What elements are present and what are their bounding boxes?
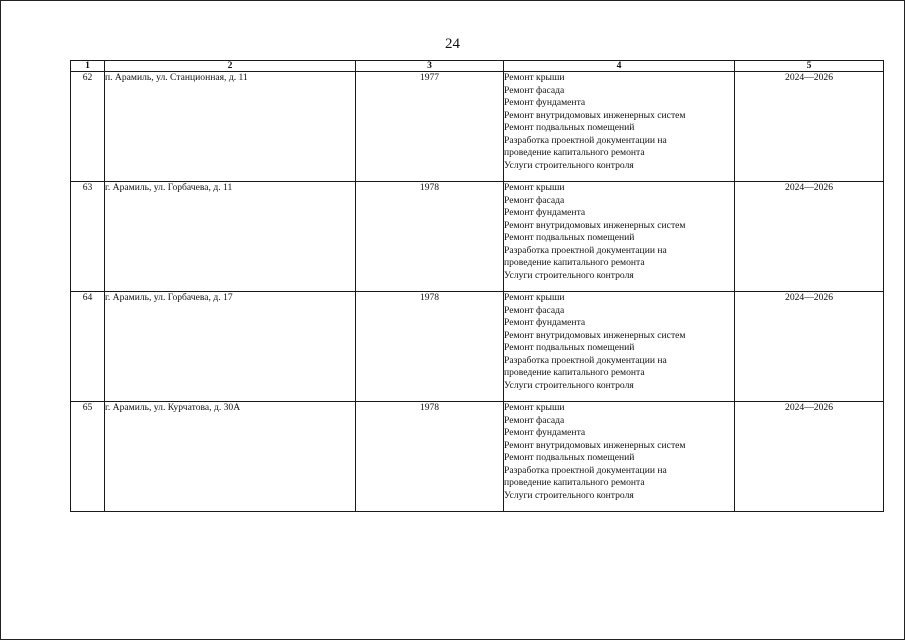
page-number: 24	[445, 36, 460, 52]
building-address: г. Арамиль, ул. Горбачева, д. 11	[105, 182, 356, 292]
work-item: Ремонт фасада	[504, 194, 565, 206]
repair-works-list	[504, 72, 735, 182]
row-number: 65	[71, 402, 105, 512]
row-number: 63	[71, 182, 105, 292]
work-item: Ремонт крыши	[504, 182, 565, 193]
work-item: проведение капитального ремонта	[504, 477, 645, 488]
work-item: Ремонт крыши	[504, 72, 565, 83]
repair-period: 2024—2026	[735, 182, 884, 292]
work-item: Ремонт фасада	[504, 414, 565, 426]
table-row	[71, 402, 884, 512]
work-item: Разработка проектной документации на	[504, 134, 667, 146]
row-number: 64	[71, 292, 105, 402]
building-address: п. Арамиль, ул. Станционная, д. 11	[105, 72, 356, 182]
column-header-1: 1	[71, 61, 105, 72]
building-address: г. Арамиль, ул. Горбачева, д. 17	[105, 292, 356, 402]
column-header-3: 3	[356, 61, 504, 72]
work-item: Ремонт фундамента	[504, 207, 586, 218]
work-item: Ремонт фасада	[504, 304, 565, 316]
work-item: проведение капитального ремонта	[504, 147, 645, 158]
capital-repair-table	[70, 60, 884, 512]
repair-works-list	[504, 402, 735, 512]
repair-period: 2024—2026	[735, 402, 884, 512]
work-item: Ремонт крыши	[504, 292, 565, 303]
construction-year: 1977	[356, 72, 504, 182]
repair-period: 2024—2026	[735, 292, 884, 402]
work-item: Ремонт внутридомовых инженерных систем	[504, 439, 686, 451]
header-row	[71, 61, 884, 72]
table-row	[71, 72, 884, 182]
work-item: Разработка проектной документации на	[504, 354, 667, 366]
work-item: Разработка проектной документации на	[504, 244, 667, 256]
repair-works-list	[504, 292, 735, 402]
work-item: Ремонт подвальных помещений	[504, 342, 635, 353]
row-number: 62	[71, 72, 105, 182]
work-item: Ремонт подвальных помещений	[504, 122, 635, 133]
repair-works-list	[504, 182, 735, 292]
construction-year: 1978	[356, 402, 504, 512]
work-item: Ремонт крыши	[504, 402, 565, 413]
work-item: Ремонт фундамента	[504, 97, 586, 108]
construction-year: 1978	[356, 182, 504, 292]
work-item: Ремонт фундамента	[504, 317, 586, 328]
table-row	[71, 182, 884, 292]
column-header-4: 4	[504, 61, 735, 72]
work-item: Услуги строительного контроля	[504, 159, 634, 171]
work-item: Ремонт фасада	[504, 84, 565, 96]
table-row	[71, 292, 884, 402]
repair-period: 2024—2026	[735, 72, 884, 182]
work-item: Ремонт подвальных помещений	[504, 232, 635, 243]
work-item: Услуги строительного контроля	[504, 379, 634, 391]
column-header-2: 2	[105, 61, 356, 72]
work-item: Ремонт внутридомовых инженерных систем	[504, 329, 686, 341]
construction-year: 1978	[356, 292, 504, 402]
work-item: проведение капитального ремонта	[504, 257, 645, 268]
work-item: Услуги строительного контроля	[504, 269, 634, 281]
column-header-5: 5	[735, 61, 884, 72]
work-item: Ремонт внутридомовых инженерных систем	[504, 219, 686, 231]
building-address: г. Арамиль, ул. Курчатова, д. 30А	[105, 402, 356, 512]
work-item: проведение капитального ремонта	[504, 367, 645, 378]
work-item: Ремонт фундамента	[504, 427, 586, 438]
work-item: Ремонт подвальных помещений	[504, 452, 635, 463]
work-item: Разработка проектной документации на	[504, 464, 667, 476]
work-item: Ремонт внутридомовых инженерных систем	[504, 109, 686, 121]
work-item: Услуги строительного контроля	[504, 489, 634, 501]
